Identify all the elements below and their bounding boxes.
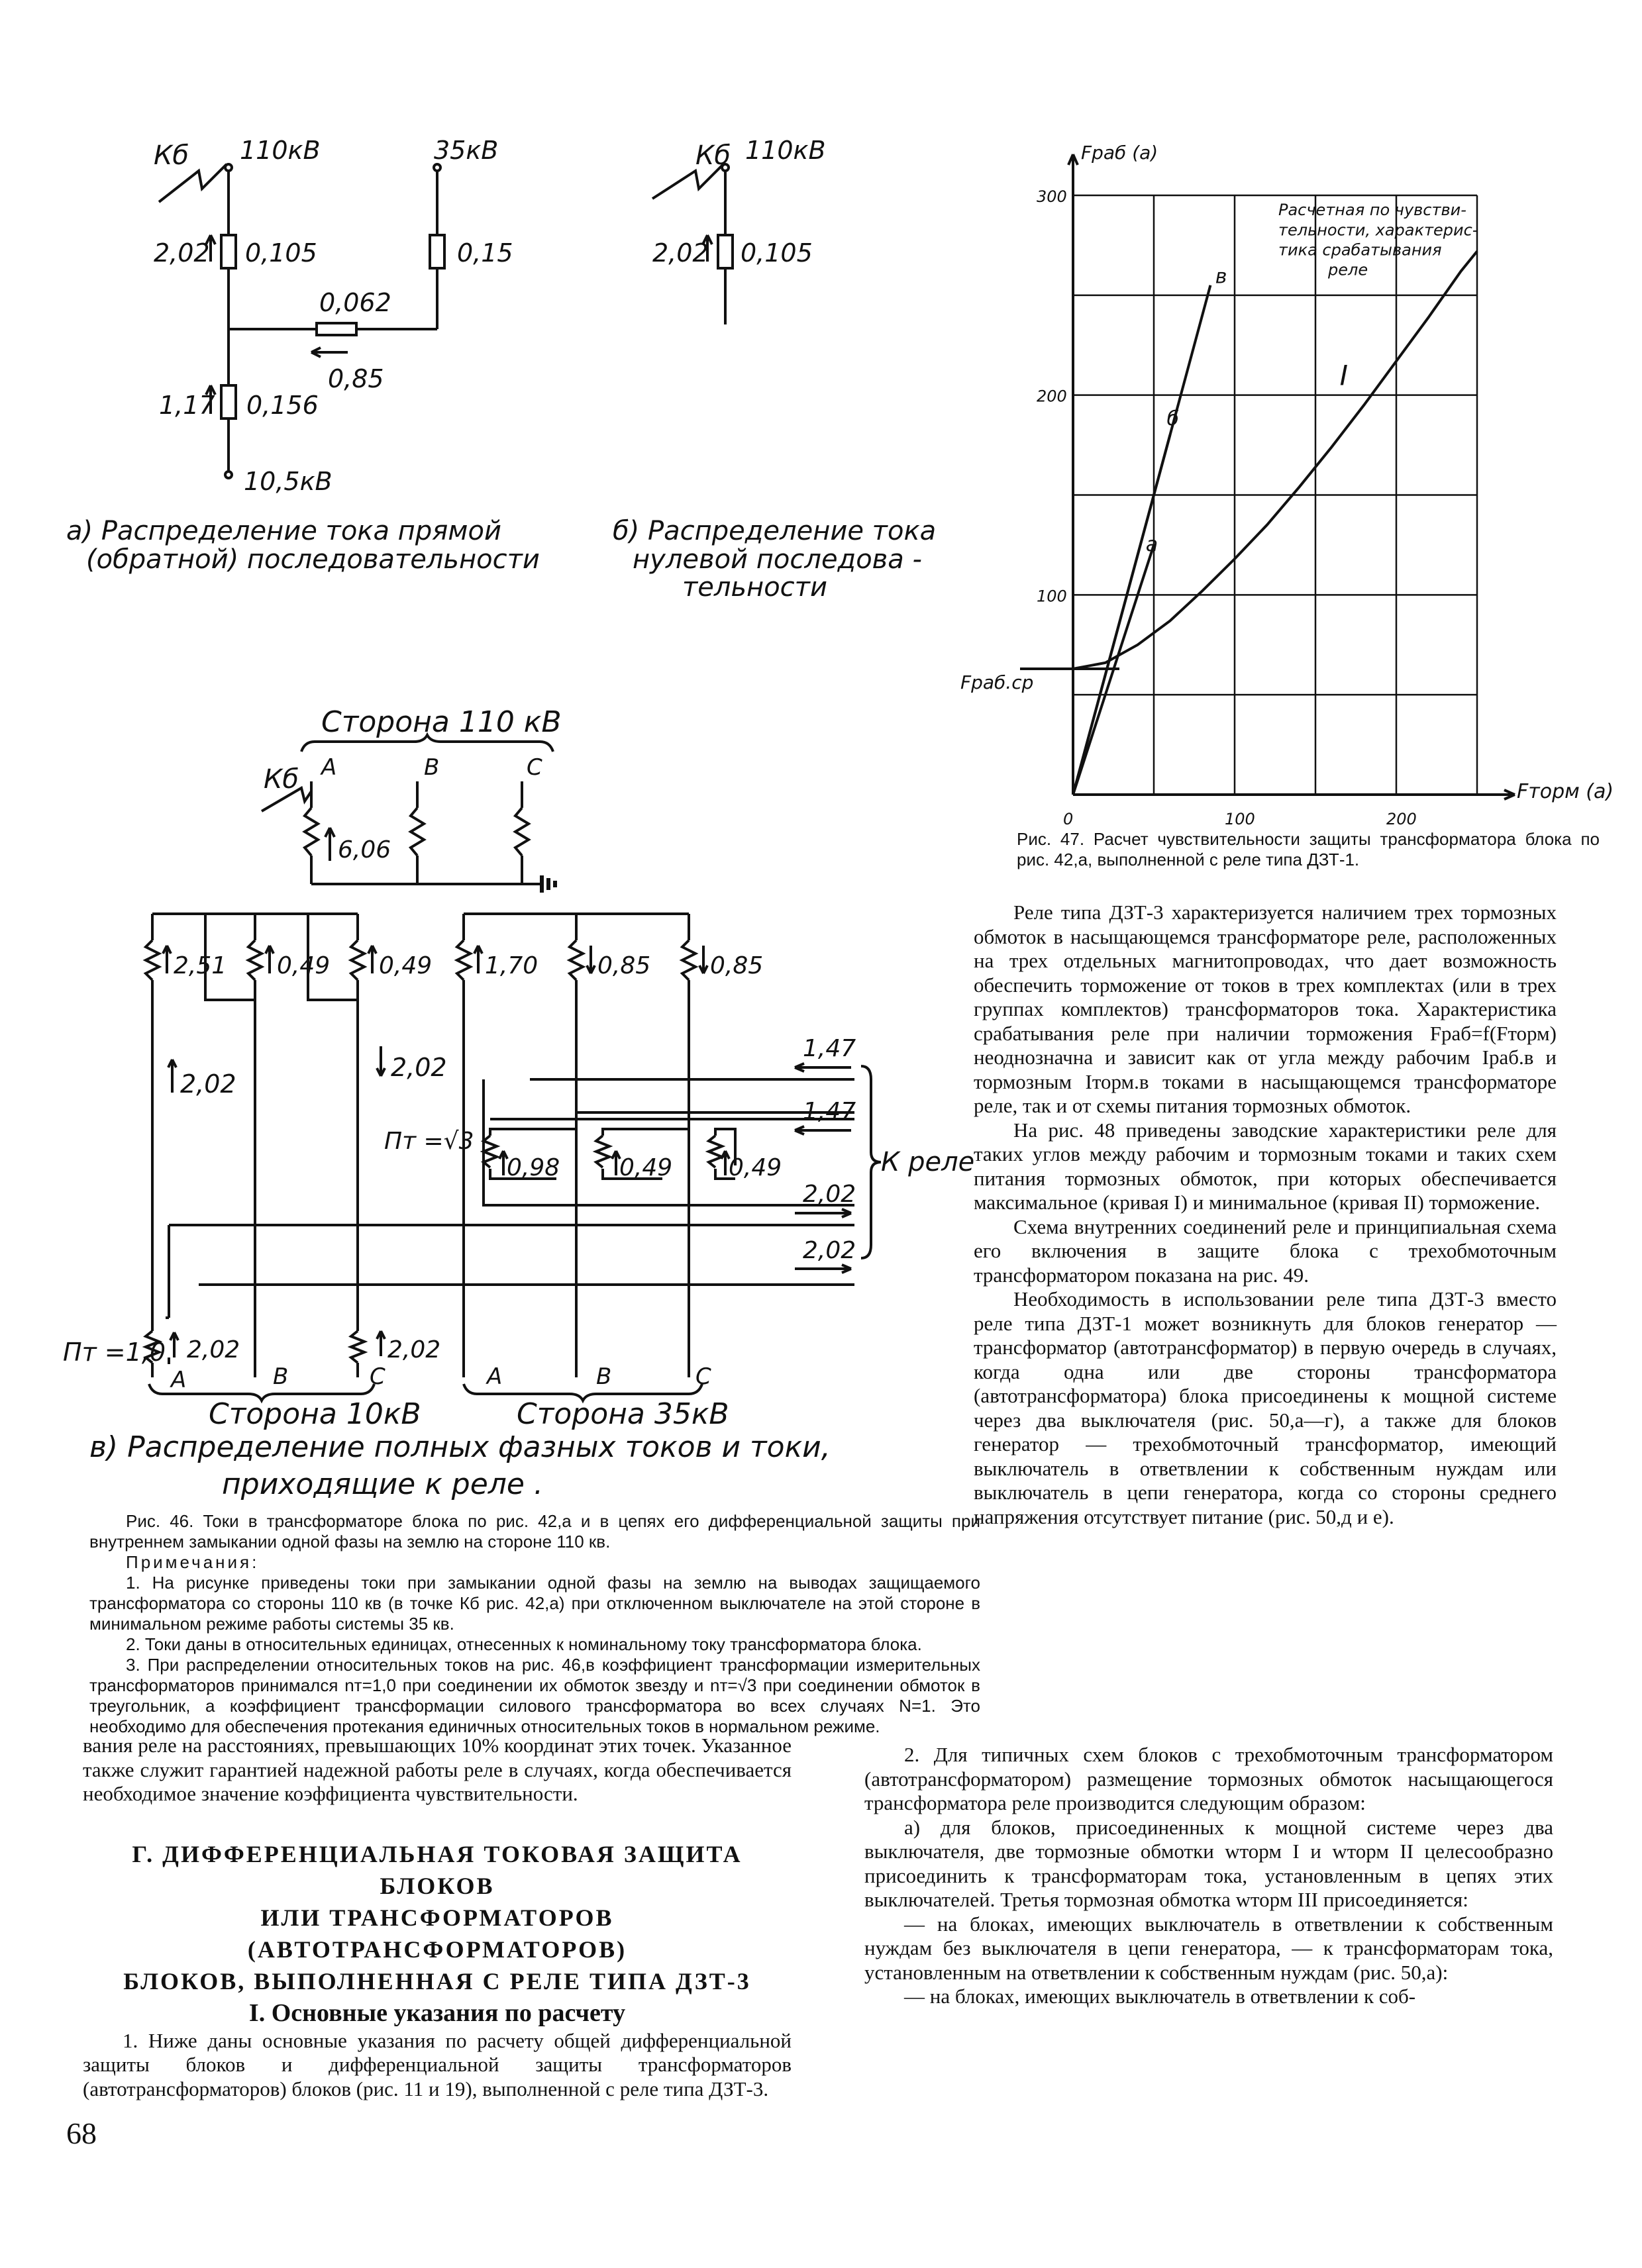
- fig46-note-1: 1. На рисунке приведены токи при замыкании одной фазы на землю на выводах защищаемого трансформатора со стороны 110 кв (в точке Кб рис. 42,а) при отключенном выключателе на этой стороне в минимальном режиме работы системы 35 кв.: [89, 1573, 980, 1634]
- fig46v-caption: [89, 1429, 831, 1503]
- fig46-note-2: 2. Токи даны в относительных единицах, отнесенных к номинальному току трансформатора блока.: [126, 1634, 922, 1654]
- fig46b-kb: Кб: [695, 140, 731, 171]
- right-column: [974, 901, 1557, 1529]
- right-p8: — на блоках, имеющих выключатель в ответвлении к соб-: [904, 1985, 1416, 2008]
- section-heading-1: Г. ДИФФЕРЕНЦИАЛЬНАЯ ТОКОВАЯ ЗАЩИТА БЛОКОВ: [132, 1840, 743, 1899]
- fig46a-x2: 0,15: [457, 238, 513, 268]
- subsection-heading: I. Основные указания по расчету: [248, 1998, 626, 2027]
- fig46v-w1: 2,51: [174, 952, 227, 979]
- fig46a-kb: Кб: [154, 140, 189, 171]
- fig47-ylabel: Fраб (а): [1081, 142, 1158, 164]
- fig46a-x1: 0,105: [245, 238, 317, 268]
- fig46v-o4: 2,02: [803, 1237, 856, 1264]
- fig47-curve-I-label: I: [1339, 359, 1348, 392]
- fig46v-caption-2: приходящие к реле .: [222, 1467, 543, 1501]
- fig47-xtick: 0: [1063, 810, 1074, 828]
- fig47-caption: Рис. 47. Расчет чувствительности защиты трансформатора блока по рис. 42,а, выполненной с реле типа ДЗТ-1.: [1017, 829, 1600, 869]
- right-p7: — на блоках, имеющих выключатель в ответвлении к собственным нуждам без выключателя в цепи генератора, — к трансформаторам тока, установленным на ответвлении к собственным нуждам (рис. 50,а):: [864, 1912, 1553, 1984]
- fig46v-nt1: Пт =1,0: [63, 1338, 166, 1367]
- left-p1: 1. Ниже даны основные указания по расчету общей дифференциальной защиты блоков и дифференциальной защиты трансформаторов (автотрансформаторов) блоков (рис. 11 и 19), выполненной с реле типа ДЗТ-3.: [83, 2028, 792, 2100]
- fig46v-s3: 0,49: [729, 1154, 782, 1181]
- left-p0: вания реле на расстояниях, превышающих 10% координат этих точек. Указанное также служит гарантией надежной работы реле в случаях, когда обеспечивается необходимое значение коэффициента чувствительности.: [83, 1734, 792, 1805]
- fig46v-b1: 2,02: [187, 1336, 240, 1363]
- fig47-annotation-1: Расчетная по чувстви-: [1278, 201, 1466, 220]
- fig46v-phC-35: C: [695, 1363, 711, 1390]
- right-p5: 2. Для типичных схем блоков с трехобмоточным трансформатором (автотрансформатором) размещение тормозных обмоток насыщающегося трансформатора реле производится следующим образом:: [864, 1743, 1553, 1814]
- fig46v-w5: 0,85: [597, 952, 651, 979]
- fig46a-i1: 2,02: [154, 238, 210, 268]
- section-heading-3: БЛОКОВ, ВЫПОЛНЕННАЯ С РЕЛЕ ТИПА ДЗТ-3: [123, 1967, 751, 1995]
- fig47-xtick: 100: [1225, 810, 1255, 828]
- left-column: [83, 1734, 792, 2101]
- fig47-annotation-3: тика срабатывания: [1278, 240, 1442, 260]
- fig47-ytick: 200: [1037, 387, 1067, 406]
- fig46-note-3: 3. При распределении относительных токов на рис. 46,в коэффициент трансформации измерительных трансформаторов принимался nт=1,0 при соединении их обмоток звезду и nт=√3 при соединении обмоток в треугольник, а коэффициент трансформации силового трансформатора во всех случаях N=1. Это необходимо для обеспечения протекания единичных относительных токов в нормальном режиме.: [89, 1655, 980, 1736]
- right-p1: Реле типа ДЗТ-3 характеризуется наличием трех тормозных обмоток в насыщающемся трансформаторе реле, расположенных на трех отдельных магнитопроводах, что дает возможность обеспечить торможение от токов в трех комплектах (или в трех группах комплектов) трансформаторов тока. Характеристика срабатывания реле при наличии торможения Fраб=f(Fторм) неоднозначна и завиcит как от угла между рабочим Iраб.в и тормозным Iторм.в токами в насыщающемся трансформаторе реле, так и от схемы питания тормозных обмоток.: [974, 901, 1557, 1117]
- right-p3: Схема внутренних соединений реле и принципиальная схема его включения в защите блока с трехобмоточным трансформатором показана на рис. 49.: [974, 1214, 1557, 1287]
- fig47-point-b: б: [1166, 407, 1180, 430]
- fig47-point-v: в: [1215, 265, 1227, 289]
- fig46v-w3: 0,49: [379, 952, 433, 979]
- fig46a-caption-2: (обратной) последовательности: [86, 544, 540, 575]
- fig46b-caption-3: тельности: [682, 572, 827, 603]
- fig46v-i202a: 2,02: [180, 1069, 236, 1099]
- fig46v-phC-10: C: [370, 1363, 385, 1390]
- fig46v-i606: 6,06: [338, 836, 391, 863]
- section-heading-2: ИЛИ ТРАНСФОРМАТОРОВ (АВТОТРАНСФОРМАТОРОВ): [247, 1904, 627, 1963]
- fig46a-x3: 0,062: [319, 288, 391, 317]
- fig46v-kb: Кб: [264, 764, 299, 795]
- fig46b-i1: 2,02: [652, 238, 709, 268]
- fig46v-w4: 1,70: [485, 952, 539, 979]
- fig46a-i3: 0,85: [328, 364, 384, 393]
- fig46v-side10: Сторона 10кВ: [209, 1397, 421, 1431]
- fig46v-phB-35: B: [596, 1363, 612, 1390]
- fig47-annotation-2: тельности, характерис-: [1278, 221, 1478, 240]
- fig46a-x4: 0,156: [246, 391, 319, 420]
- fig46v-o3: 2,02: [803, 1181, 856, 1208]
- fig46v-side110: Сторона 110 кВ: [321, 705, 562, 739]
- fig46b-x1: 0,105: [741, 238, 813, 268]
- fig46v-side35: Сторона 35кВ: [517, 1397, 729, 1431]
- fig47-ytick: 100: [1037, 587, 1067, 606]
- fig46v-krele: К реле: [881, 1147, 975, 1177]
- fig46v-phB-10: B: [273, 1363, 289, 1390]
- fig46b-110kv: 110кВ: [745, 136, 826, 165]
- fig46a-i4: 1,17: [159, 391, 215, 420]
- fig46-caption-main: Рис. 46. Токи в трансформаторе блока по рис. 42,а и в цепях его дифференциальной защиты при внутреннем замыкании одной фазы на землю на стороне 110 кв.: [89, 1511, 980, 1552]
- fig46v-o1: 1,47: [803, 1035, 856, 1062]
- fig46v-i202b: 2,02: [391, 1053, 447, 1082]
- fig46v-phA-top: A: [321, 754, 337, 781]
- fig47-point-a: а: [1145, 532, 1158, 556]
- right-p2: На рис. 48 приведены заводские характеристики реле для таких углов между рабочим и тормозным токами и таких схем питания тормозных обмоток, при которых обеспечивается максимальное (кривая I) и минимальное (кривая II) торможение.: [974, 1118, 1557, 1214]
- fig46v-caption-1: в) Распределение полных фазных токов и токи,: [89, 1430, 831, 1464]
- fig46v-diagram: [0, 695, 980, 1457]
- fig47-xlabel: Fторм (а): [1517, 780, 1614, 803]
- fig46v-phC-top: C: [527, 754, 542, 781]
- fig47-annotation-4: реле: [1328, 260, 1368, 279]
- fig47-yref-label: Fраб.ср: [960, 671, 1034, 693]
- fig47-chart: [954, 132, 1642, 848]
- fig46v-s1: 0,98: [507, 1154, 560, 1181]
- fig46v-b2: 2,02: [387, 1336, 441, 1363]
- fig46a-105kv: 10,5кВ: [244, 467, 333, 496]
- fig46v-o2: 1,47: [803, 1098, 856, 1125]
- right-column-lower: [864, 1743, 1553, 2009]
- right-p4: Необходимость в использовании реле типа ДЗТ-3 вместо реле типа ДЗТ-1 может возникнуть для блоков генератор — трансформатор (автотрансформатор) в первую очередь в случаях, когда одна или две стороны трансформатора (автотрансформатора) блока присоединены к мощной системе через два выключателя (рис. 50,а—г), а также для блоков генератор — трехобмоточный трансформатор, имеющий выключатель в ответвлении к собственным нуждам или выключатель в цепи генератора, когда со стороны среднего напряжения отсутствует питание (рис. 50,д и е).: [974, 1287, 1557, 1528]
- fig46v-phA-35: A: [487, 1363, 503, 1390]
- fig46v-w6: 0,85: [710, 952, 764, 979]
- page-number: 68: [66, 2116, 97, 2150]
- fig46a-35kv: 35кВ: [434, 136, 499, 165]
- fig46v-s2: 0,49: [619, 1154, 673, 1181]
- fig46v-nt3: Пт =√3: [384, 1128, 474, 1155]
- fig46-caption: [89, 1511, 980, 1737]
- fig46a-caption-1: а) Распределение тока прямой: [66, 516, 501, 546]
- fig46v-phB-top: B: [424, 754, 440, 781]
- fig46b-caption-1: б) Распределение тока: [613, 516, 937, 546]
- fig47-ytick: 300: [1037, 187, 1067, 206]
- fig46-notes-title: Примечания:: [126, 1552, 260, 1572]
- right-p6: а) для блоков, присоединенных к мощной системе через два выключателя, две тормозные обмотки wторм I и wторм II целесообразно присоединить к трансформаторам тока, установленным в цепях этих выключателей. Третья тормозная обмотка wторм III присоединяется:: [864, 1815, 1553, 1911]
- fig46b-caption-2: нулевой последова -: [633, 544, 922, 575]
- fig47-series-в: [1073, 285, 1210, 795]
- fig46-ab-diagrams: [0, 0, 994, 609]
- fig47-xtick: 200: [1386, 810, 1417, 828]
- fig46v-w2: 0,49: [277, 952, 331, 979]
- fig46v-phA-10: A: [171, 1367, 187, 1393]
- fig46a-110kv: 110кВ: [240, 136, 321, 165]
